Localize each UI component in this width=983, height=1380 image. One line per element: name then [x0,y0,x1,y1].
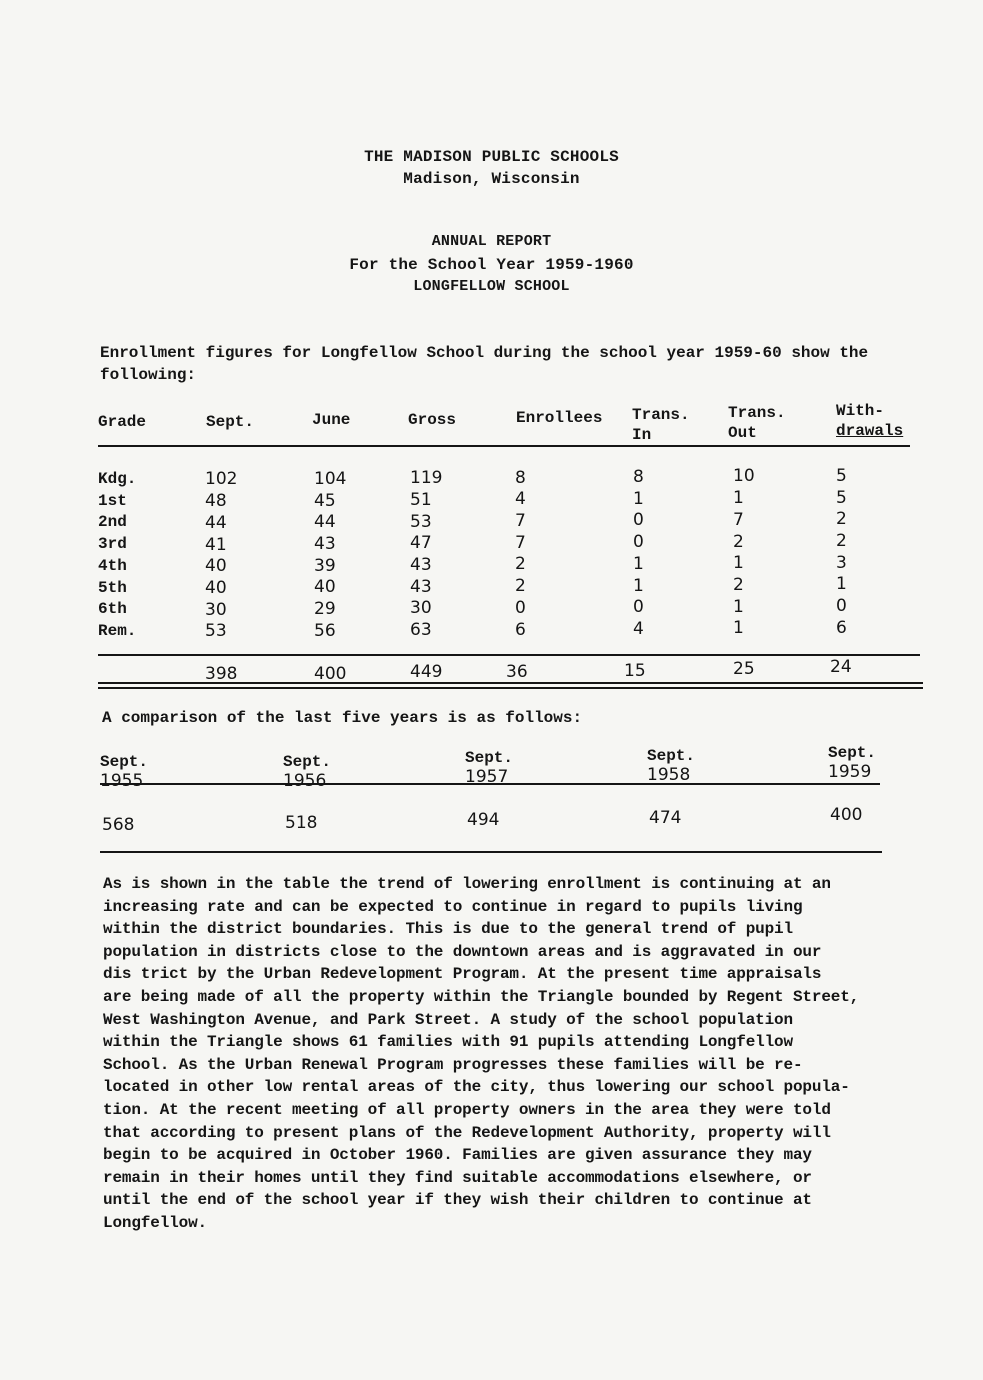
paragraph-line: within the district boundaries. This is due to the general trend of pupil [103,920,793,939]
cell-enrollees: 0 [515,597,526,618]
totals-bottom-rule-2 [98,687,923,689]
cell-sept: 41 [205,534,227,555]
report-title: ANNUAL REPORT [431,233,552,250]
comparison-value: 518 [285,813,318,833]
cell-gross: 43 [410,555,432,575]
cell-gross: 119 [410,468,443,489]
col-header-withdrawals-line2: drawals [836,422,904,440]
paragraph-line: that according to present plans of the Redevelopment Authority, property will [103,1123,831,1142]
comparison-value: 494 [467,810,500,830]
cell-trans-in: 1 [633,553,644,574]
col-header-trans-in [632,405,690,445]
cell-june: 39 [314,555,336,576]
cell-june: 29 [314,599,336,619]
cell-withdrawals: 1 [836,574,847,595]
cell-june: 43 [314,533,336,554]
comparison-year: 1959 [828,762,872,782]
cell-grade: 5th [98,578,127,597]
comparison-value: 400 [830,805,863,825]
paragraph-line: are being made of all the property within the Triangle bounded by Regent Street, [103,987,860,1006]
total-enrollees: 36 [506,662,528,682]
comparison-year: 1956 [283,771,327,791]
cell-sept: 102 [205,469,238,490]
cell-trans-in: 1 [633,488,644,509]
cell-withdrawals: 2 [836,530,847,551]
paragraph-line: tion. At the recent meeting of all property owners in the area they were told [103,1100,831,1119]
cell-trans-in: 1 [633,575,644,596]
org-location: Madison, Wisconsin [403,170,580,188]
col-header-june: June [312,411,351,429]
cell-enrollees: 8 [515,467,526,488]
cell-grade: 6th [98,600,127,619]
cell-enrollees: 4 [515,489,526,510]
body-paragraph [103,873,933,1235]
col-header-grade: Grade [98,413,147,431]
col-header-trans-out [728,403,786,443]
cell-withdrawals: 2 [836,509,847,530]
cell-withdrawals: 0 [836,596,847,616]
comparison-label: Sept. [283,753,332,771]
cell-enrollees: 7 [515,511,526,531]
header-rule [98,445,910,447]
cell-sept: 44 [205,512,227,533]
cell-trans-out: 10 [733,466,755,487]
cell-gross: 63 [410,620,432,641]
cell-sept: 30 [205,599,227,620]
cell-trans-in: 0 [633,597,644,618]
cell-grade: 2nd [98,513,127,532]
paragraph-line: School. As the Urban Renewal Program progresses these families will be re- [103,1055,803,1074]
totals-top-rule [98,654,920,656]
cell-trans-in: 8 [633,467,644,487]
total-trans-in: 15 [624,661,646,681]
total-june: 400 [314,664,347,684]
cell-trans-out: 1 [733,553,744,574]
comparison-bottom-rule [100,851,882,853]
col-header-trans-in-line2: In [632,426,652,444]
cell-june: 44 [314,512,336,533]
total-gross: 449 [410,662,443,682]
col-header-gross: Gross [408,411,457,429]
paragraph-line: West Washington Avenue, and Park Street. A study of the school population [103,1010,793,1029]
paragraph-line: remain in their homes until they find suitable accommodations elsewhere, or [103,1168,812,1187]
cell-withdrawals: 3 [836,552,847,573]
cell-grade: 1st [98,491,127,510]
cell-trans-out: 2 [733,574,744,595]
cell-trans-out: 7 [733,509,744,530]
cell-grade: 4th [98,556,127,575]
paragraph-line: Longfellow. [103,1213,207,1232]
cell-june: 104 [314,468,347,489]
total-trans-out: 25 [733,659,755,679]
col-header-trans-out-line1: Trans. [728,404,786,422]
paragraph-line: As is shown in the table the trend of lowering enrollment is continuing at an [103,875,831,893]
cell-june: 56 [314,620,336,641]
cell-trans-in: 0 [633,510,644,531]
cell-gross: 30 [410,598,432,619]
paragraph-line: dis trict by the Urban Redevelopment Program. At the present time appraisals [103,965,822,984]
cell-trans-in: 4 [633,618,644,639]
paragraph-line: population in districts close to the downtown areas and is aggravated in our [103,942,822,961]
comparison-value: 474 [649,808,682,828]
col-header-withdrawals-line1: With- [836,402,885,420]
cell-withdrawals: 5 [836,465,847,486]
cell-gross: 53 [410,511,432,532]
col-header-enrollees: Enrollees [516,409,603,427]
comparison-label: Sept. [828,744,877,762]
col-header-sept: Sept. [206,413,255,431]
cell-enrollees: 2 [515,554,526,575]
comparison-label: Sept. [465,749,514,767]
cell-gross: 43 [410,576,432,597]
cell-grade: 3rd [98,535,127,554]
cell-trans-in: 0 [633,532,644,553]
paragraph-line: until the end of the school year if they wish their children to continue at [103,1191,812,1210]
comparison-header-rule [100,783,880,785]
cell-sept: 40 [205,556,227,577]
paragraph-line: located in other low rental areas of the city, thus lowering our school popula- [103,1078,850,1097]
school-year: For the School Year 1959-1960 [349,256,634,274]
total-withdrawals: 24 [830,657,852,677]
comparison-label: Sept. [100,753,149,771]
cell-withdrawals: 5 [836,487,847,508]
paragraph-line: increasing rate and can be expected to continue in regard to pupils living [103,897,803,916]
cell-trans-out: 2 [733,531,744,552]
intro-text: Enrollment figures for Longfellow School during the school year 1959-60 show the following: [100,344,869,384]
cell-grade: Kdg. [98,470,137,488]
total-sept: 398 [205,664,238,684]
comparison-value: 568 [102,815,135,835]
cell-withdrawals: 6 [836,617,847,638]
col-header-trans-in-line1: Trans. [632,406,690,424]
cell-gross: 47 [410,533,432,554]
cell-trans-out: 1 [733,596,744,617]
comparison-intro: A comparison of the last five years is as follows: [102,709,583,727]
col-header-withdrawals [836,401,903,441]
cell-grade: Rem. [98,621,137,640]
col-header-trans-out-line2: Out [728,424,757,442]
paragraph-line: within the Triangle shows 61 families with 91 pupils attending Longfellow [103,1033,793,1052]
paragraph-line: begin to be acquired in October 1960. Families are given assurance they may [103,1146,812,1165]
cell-trans-out: 1 [733,618,744,639]
totals-bottom-rule-1 [98,682,923,684]
comparison-year: 1955 [100,771,144,791]
cell-sept: 40 [205,577,227,598]
cell-gross: 51 [410,489,432,510]
cell-june: 40 [314,577,336,598]
cell-sept: 48 [205,491,227,512]
cell-sept: 53 [205,621,227,642]
comparison-year: 1958 [647,765,691,785]
cell-june: 45 [314,490,336,511]
cell-enrollees: 7 [515,532,526,553]
comparison-year: 1957 [465,767,509,787]
cell-trans-out: 1 [733,488,744,509]
org-name: THE MADISON PUBLIC SCHOOLS [364,148,619,166]
cell-enrollees: 6 [515,619,526,640]
comparison-label: Sept. [647,747,696,765]
cell-enrollees: 2 [515,576,526,597]
school-name: LONGFELLOW SCHOOL [413,278,570,295]
